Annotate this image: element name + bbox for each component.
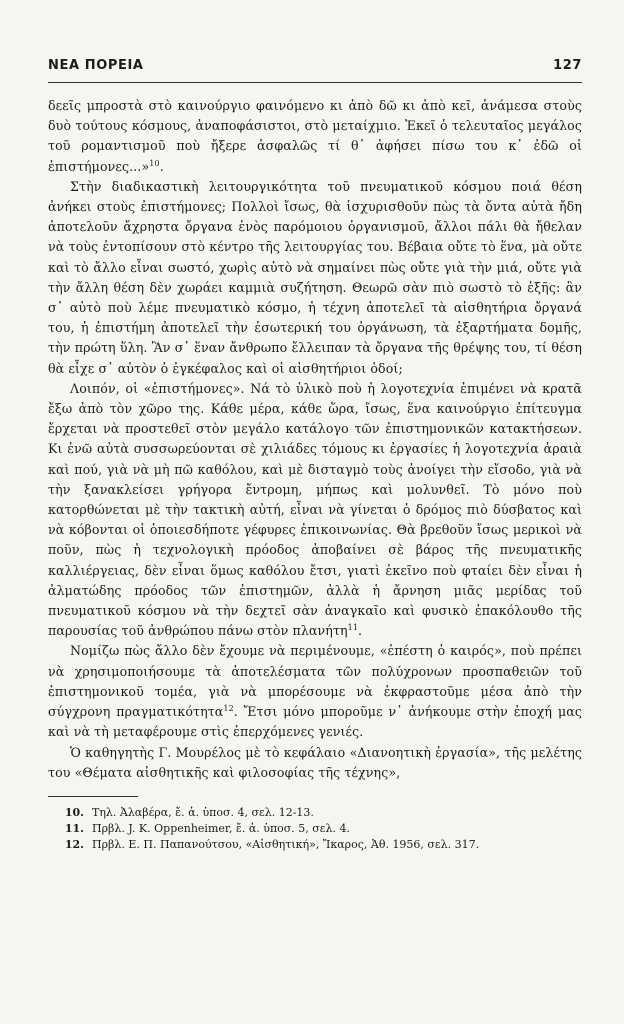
footnote-ref[interactable]: 12 [223, 703, 234, 713]
footnote-text: Τηλ. Ἀλαβέρα, ἔ. ἀ. ὑποσ. 4, σελ. 12-13. [92, 805, 314, 819]
paragraph: Λοιπόν, οἱ «ἐπιστήμονες». Νά τὸ ὑλικὸ ποὺ ἡ λογοτεχνία ἐπιμένει νὰ κρατᾶ ἔξω ἀπὸ τὸν χῶρο της. Κάθε μέρα, κάθε ὥρα, ἴσως, ἕνα καινούργιο ἐπίτευγμα ἔρχεται νὰ προστεθεῖ στὸν μεγάλο κατάλογο τῶν ἐπιστημονικῶν κατακτήσεων. Κι ἐνῶ αὐτὰ συσσωρεύονται σὲ χιλιάδες τόμους κι ἐργασίες ἡ λογοτεχνία ἀραιὰ καὶ πού, γιὰ νὰ μὴ πῶ καθόλου, καὶ μὲ δισταγμὸ τοὺς ἀνοίγει τὴν εἴσοδο, γιὰ νὰ τὴν ξανακλείσει γρήγορα ἔντρομη, μήπως καὶ μολυνθεῖ. Τὸ μόνο ποὺ κατορθώνεται μὲ τὴν τακτικὴ αὐτή, εἶναι νὰ γίνεται ὁ δρόμος πιὸ δύσβατος καὶ νὰ κόβονται οἱ ὁποιεσδήποτε γέφυρες ἐπικοινωνίας. Θὰ βρεθοῦν ἴσως μερικοὶ νὰ ποῦν, πὼς ἡ τεχνολογικὴ πρόοδος ἀποβαίνει σὲ βάρος τῆς πνευματικῆς καλλιέργειας, δὲν εἶναι ὅμως καθόλου ἔτσι, γιατὶ ἐκεῖνο ποὺ φταίει δὲν εἶναι ἡ ἀλματώδης πρόοδος τῶν ἐπιστημῶν, ἀλλὰ ἡ ἄρνηση μιᾶς μερίδας τοῦ πνευματικοῦ κόσμου νὰ τὴν δεχτεῖ σὰν ἀναγκαῖο καὶ φυσικὸ ἐπακόλουθο τῆς παρουσίας τοῦ ἀνθρώπου πάνω στὸν πλανήτη$^{11}$. [48, 380, 582, 639]
footnote [48, 837, 582, 853]
footnote-number: 12. [64, 837, 84, 851]
journal-title: ΝΕΑ ΠΟΡΕΙΑ [48, 58, 144, 73]
footnotes [48, 805, 582, 853]
footnote-number: 10. [64, 805, 84, 819]
paragraph: Ὁ καθηγητὴς Γ. Μουρέλος μὲ τὸ κεφάλαιο «Διανοητικὴ ἐργασία», τῆς μελέτης του «Θέματα αἰσθητικῆς καὶ φιλοσοφίας τῆς τέχνης», [48, 744, 582, 780]
footnote [48, 805, 582, 821]
paragraph: Στὴν διαδικαστικὴ λειτουργικότητα τοῦ πνευματικοῦ κόσμου ποιά θέση ἀνήκει στοὺς ἐπιστήμονες; Πολλοὶ ἴσως, θὰ ἰσχυρισθοῦν πὼς τὰ ὄντα αὐτὰ ἤδη ἀποτελοῦν ἄχρηστα ὄργανα ἑνὸς παρόμοιου ὀργανισμοῦ, ἄλλοι πάλι θὰ ἤθελαν νὰ τοὺς ἐντοπίσουν στὸ κέντρο τῆς λειτουργίας του. Βέβαια οὔτε τὸ ἕνα, μὰ οὔτε καὶ τὸ ἄλλο εἶναι σωστό, χωρὶς αὐτὸ νὰ σημαίνει πὼς οὔτε γιὰ τὴν μιά, οὔτε γιὰ τὴν ἄλλη θέση δὲν χωράει καμμιὰ συζήτηση. Θεωρῶ σὰν πιὸ σωστὸ τὸ ἑξῆς: ἂν σ᾽ αὐτὸ ποὺ λέμε πνευματικὸ κόσμο, ἡ τέχνη ἀποτελεῖ τὰ αἰσθητήρια ὄργανά του, ἡ ἐπιστήμη ἀποτελεῖ τὴν ἐσωτερική του ὀργάνωση, τὰ ἐξαρτήματα δομῆς, τὴν πρώτη ὕλη. Ἂν σ᾽ ἕναν ἄνθρωπο ἔλλειπαν τὰ ὄργανα τῆς θρέψης του, τί θέση θὰ εἶχε σ᾽ αὐτὸν ὁ ἐγκέφαλος καὶ οἱ αἰσθητήριοι ὁδοί; [48, 178, 582, 376]
paragraph: Νομίζω πὼς ἄλλο δὲν ἔχουμε νὰ περιμένουμε, «ἐπέστη ὁ καιρός», ποὺ πρέπει νὰ χρησιμοποιήσουμε τὰ ἀποτελέσματα τῶν πολύχρονων προσπαθειῶν τοῦ ἐπιστημονικοῦ τομέα, γιὰ νὰ μπορέσουμε νὰ ἐκφραστοῦμε μέσα ἀπὸ τὴν σύγχρονη πραγματικότητα$^{12}$. Ἔτσι μόνο μποροῦμε ν᾽ ἀνήκουμε στὴν ἐποχή μας καὶ νὰ τὴ μεταφέρουμε στὶς ἐπερχόμενες γενιές. [48, 643, 582, 740]
paragraph: δεεῖς μπροστὰ στὸ καινούργιο φαινόμενο κι ἀπὸ δῶ κι ἀπὸ κεῖ, ἀνάμεσα στοὺς δυὸ τούτους κόσμους, ἀναποφάσιστοι, στὸ μεταίχμιο. Ἐκεῖ ὁ τελευταῖος μεγάλος τοῦ ρομαντισμοῦ ποὺ ἤξερε ἀσφαλῶς τί θ᾽ ἀφήσει πίσω του κ᾽ ἐδῶ οἱ ἐπιστήμονες...»$^{10}$. [48, 98, 582, 174]
footnote-ref[interactable]: 10 [149, 158, 160, 168]
footnote-separator [48, 796, 138, 797]
footnote [48, 821, 582, 837]
header-rule [48, 82, 582, 83]
running-header [48, 58, 582, 73]
page-number: 127 [553, 58, 582, 73]
footnote-number: 11. [64, 821, 84, 835]
page [48, 58, 582, 853]
footnote-text: Πρβλ. J. K. Oppenheimer, ἔ. ἀ. ὑποσ. 5, σελ. 4. [92, 821, 350, 835]
footnote-ref[interactable]: 11 [347, 623, 359, 633]
body-text [48, 96, 582, 783]
footnote-text: Πρβλ. Ε. Π. Παπανούτσου, «Αἰσθητική», Ἴκαρος, Ἀθ. 1956, σελ. 317. [92, 837, 480, 851]
